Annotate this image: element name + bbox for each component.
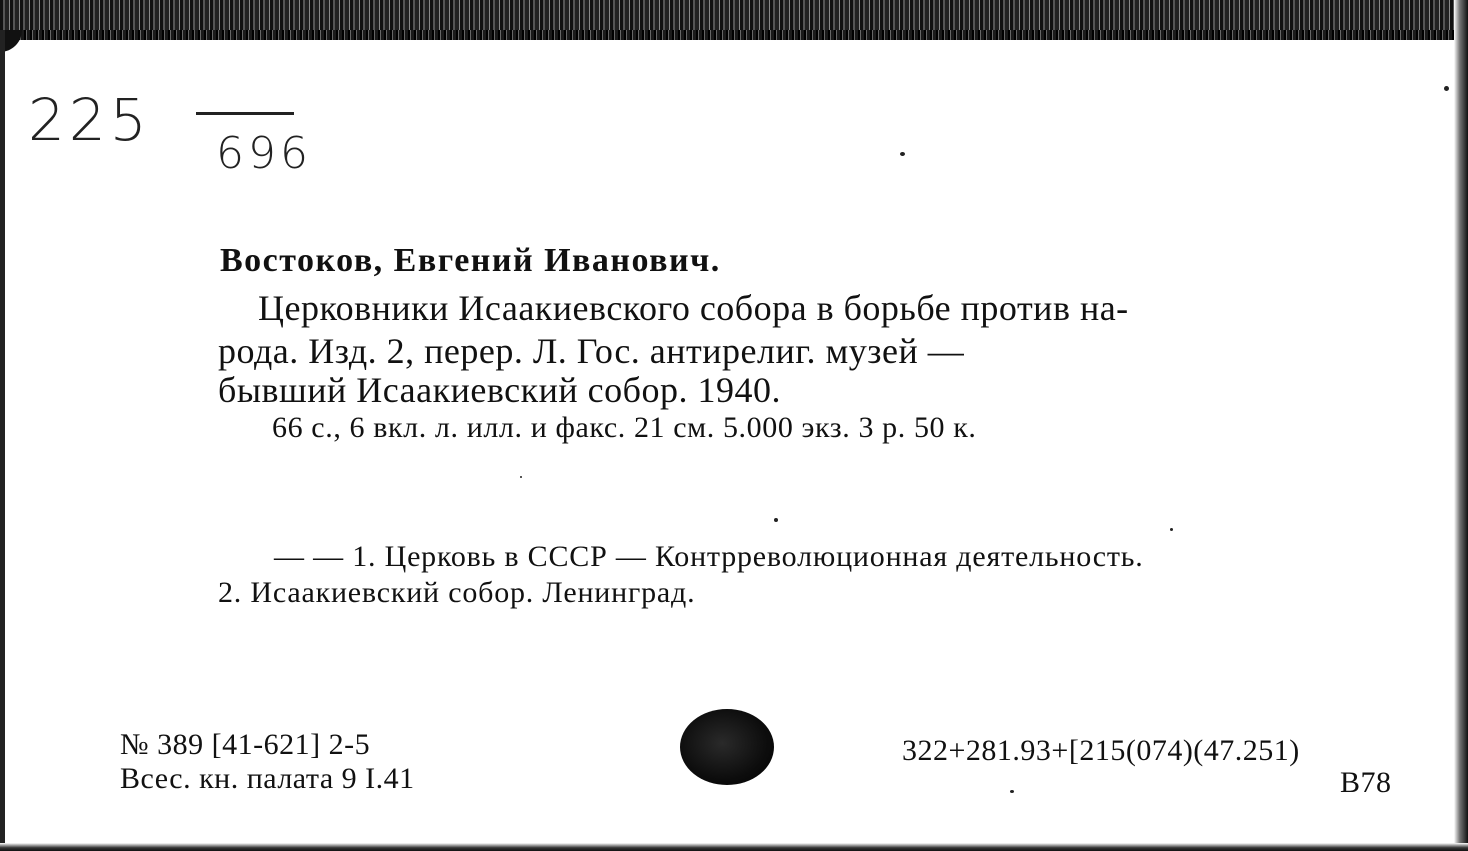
dust-speck	[900, 152, 905, 156]
shelfmark-divider	[196, 112, 294, 115]
card-bottom-edge	[0, 843, 1468, 851]
book-chamber: Всес. кн. палата 9 I.41	[120, 762, 415, 795]
collation: 66 с., 6 вкл. л. илл. и факс. 21 см. 5.000 экз. 3 р. 50 к.	[272, 411, 977, 444]
dust-speck	[774, 518, 778, 522]
dust-speck	[520, 476, 522, 478]
dust-speck	[1170, 528, 1173, 531]
shelfmark-top: 225	[28, 86, 151, 154]
classification-code: 322+281.93+[215(074)(47.251)	[902, 734, 1300, 767]
author-mark: В78	[1340, 766, 1392, 799]
scanner-top-band	[0, 0, 1468, 40]
title-line-2: рода. Изд. 2, перер. Л. Гос. антирелиг. музей —	[218, 331, 965, 371]
card-right-edge	[1454, 0, 1468, 851]
card-left-edge	[0, 30, 5, 851]
title-line-3: бывший Исаакиевский собор. 1940.	[218, 370, 781, 410]
subject-line-2: 2. Исаакиевский собор. Ленинград.	[218, 576, 696, 609]
shelfmark-bottom: 696	[216, 128, 312, 179]
author-heading: Востоков, Евгений Иванович.	[220, 242, 721, 279]
card-number: № 389 [41-621] 2-5	[120, 728, 371, 761]
dust-speck	[1010, 790, 1014, 793]
dust-speck	[1444, 86, 1449, 91]
subject-line-1: — — 1. Церковь в СССР — Контрреволюционная деятельность.	[274, 540, 1144, 573]
title-line-1: Церковники Исаакиевского собора в борьбе против на-	[258, 288, 1129, 328]
punch-hole	[680, 709, 774, 785]
